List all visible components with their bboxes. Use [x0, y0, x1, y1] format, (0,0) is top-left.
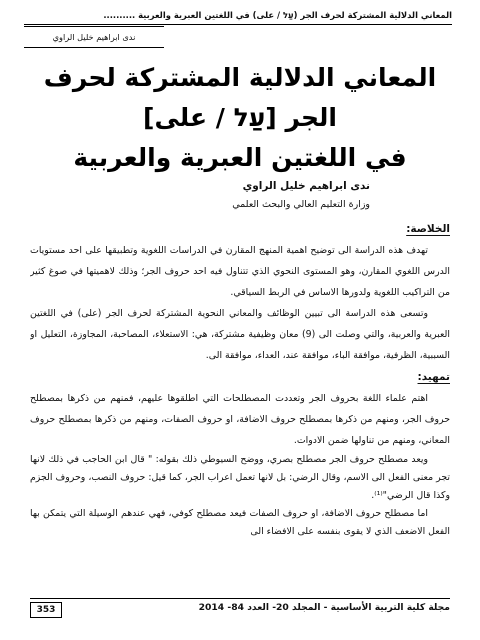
page-footer: [30, 598, 450, 621]
intro-heading: تمهيد:: [417, 371, 450, 383]
article-body: [30, 218, 450, 590]
abstract-paragraph-2: وتسعى هذه الدراسة الى تبيين الوظائف والمعاني النحوية المشتركة لحرف الجر (على) في اللغتين العبرية والعربية، والتي وصلت الى (9) معان وظيفية مشتركة، هي: الاستعلاء، المصاحبة، المجاوزة، التعليل او السببية، الظرفية، موافقة الباء، موافقة عند، العداء، موافقة الى.: [30, 308, 450, 361]
abstract-heading: الخلاصة:: [406, 223, 450, 235]
title-line-2: الجر [עַל / على]: [143, 103, 337, 132]
intro-paragraph-1: اهتم علماء اللغة بحروف الجر وتعددت المصطلحات التي اطلقوها عليهم، فمنهم من ذكرها بمصطلح حروف الجر، ومنهم من ذكرها بمصطلح حروف الاضافة، او حروف الصفات، ومنهم من ذكرها بمصطلح حروف المعاني، ومنهم من تناولها ضمن الادوات.: [30, 393, 450, 446]
abstract-paragraph-1: تهدف هذه الدراسة الى توضيح اهمية المنهج المقارن في الدراسات اللغوية وتطبيقها على احد مستويات الدرس اللغوي المقارن، وهو المستوى النحوي الذي تتناول فيه احد حروف الجر؛ وذلك لاهميتها في صوغ كثير من التراكيب اللغوية ولدورها الاساس في الربط السياقي.: [30, 245, 450, 298]
article-title: [24, 58, 456, 178]
author-name: ندى ابراهيم خليل الراوي: [242, 180, 370, 192]
running-header-author: ندى ابراهيم خليل الراوي: [24, 26, 164, 48]
title-line-1: المعاني الدلالية المشتركة لحرف: [43, 63, 437, 92]
intro-paragraph-3: اما مصطلح حروف الاضافة، او حروف الصفات فيعد مصطلح كوفي، فهي عندهم الوسيلة التي يتمكن بها الفعل الاضعف الذي لا يقوى بنفسه على الافضاء الى: [30, 508, 450, 537]
running-header-title: المعاني الدلالية المشتركة لحرف الجر (עַל / على) في اللغتين العبرية والعربية ..........: [24, 6, 452, 25]
page-number: 353: [30, 602, 62, 618]
intro-paragraph-2: ويعد مصطلح حروف الجر مصطلح بصري، ووضح السيوطي ذلك بقوله: " قال ابن الحاجب في ذلك لانها تجر معنى الفعل الى الاسم، وقال الرضي: بل لانها تعمل اعراب الجر، كما قيل: حروف النصب، وحروف الجزم وكذا قال الرضي"⁽¹⁾.: [30, 454, 450, 501]
title-line-3: في اللغتين العبرية والعربية: [73, 143, 407, 172]
author-affiliation: وزارة التعليم العالي والبحث العلمي: [232, 199, 370, 210]
journal-citation: مجلة كلية التربية الأساسية - المجلد 20- العدد 84- 2014: [198, 602, 450, 613]
